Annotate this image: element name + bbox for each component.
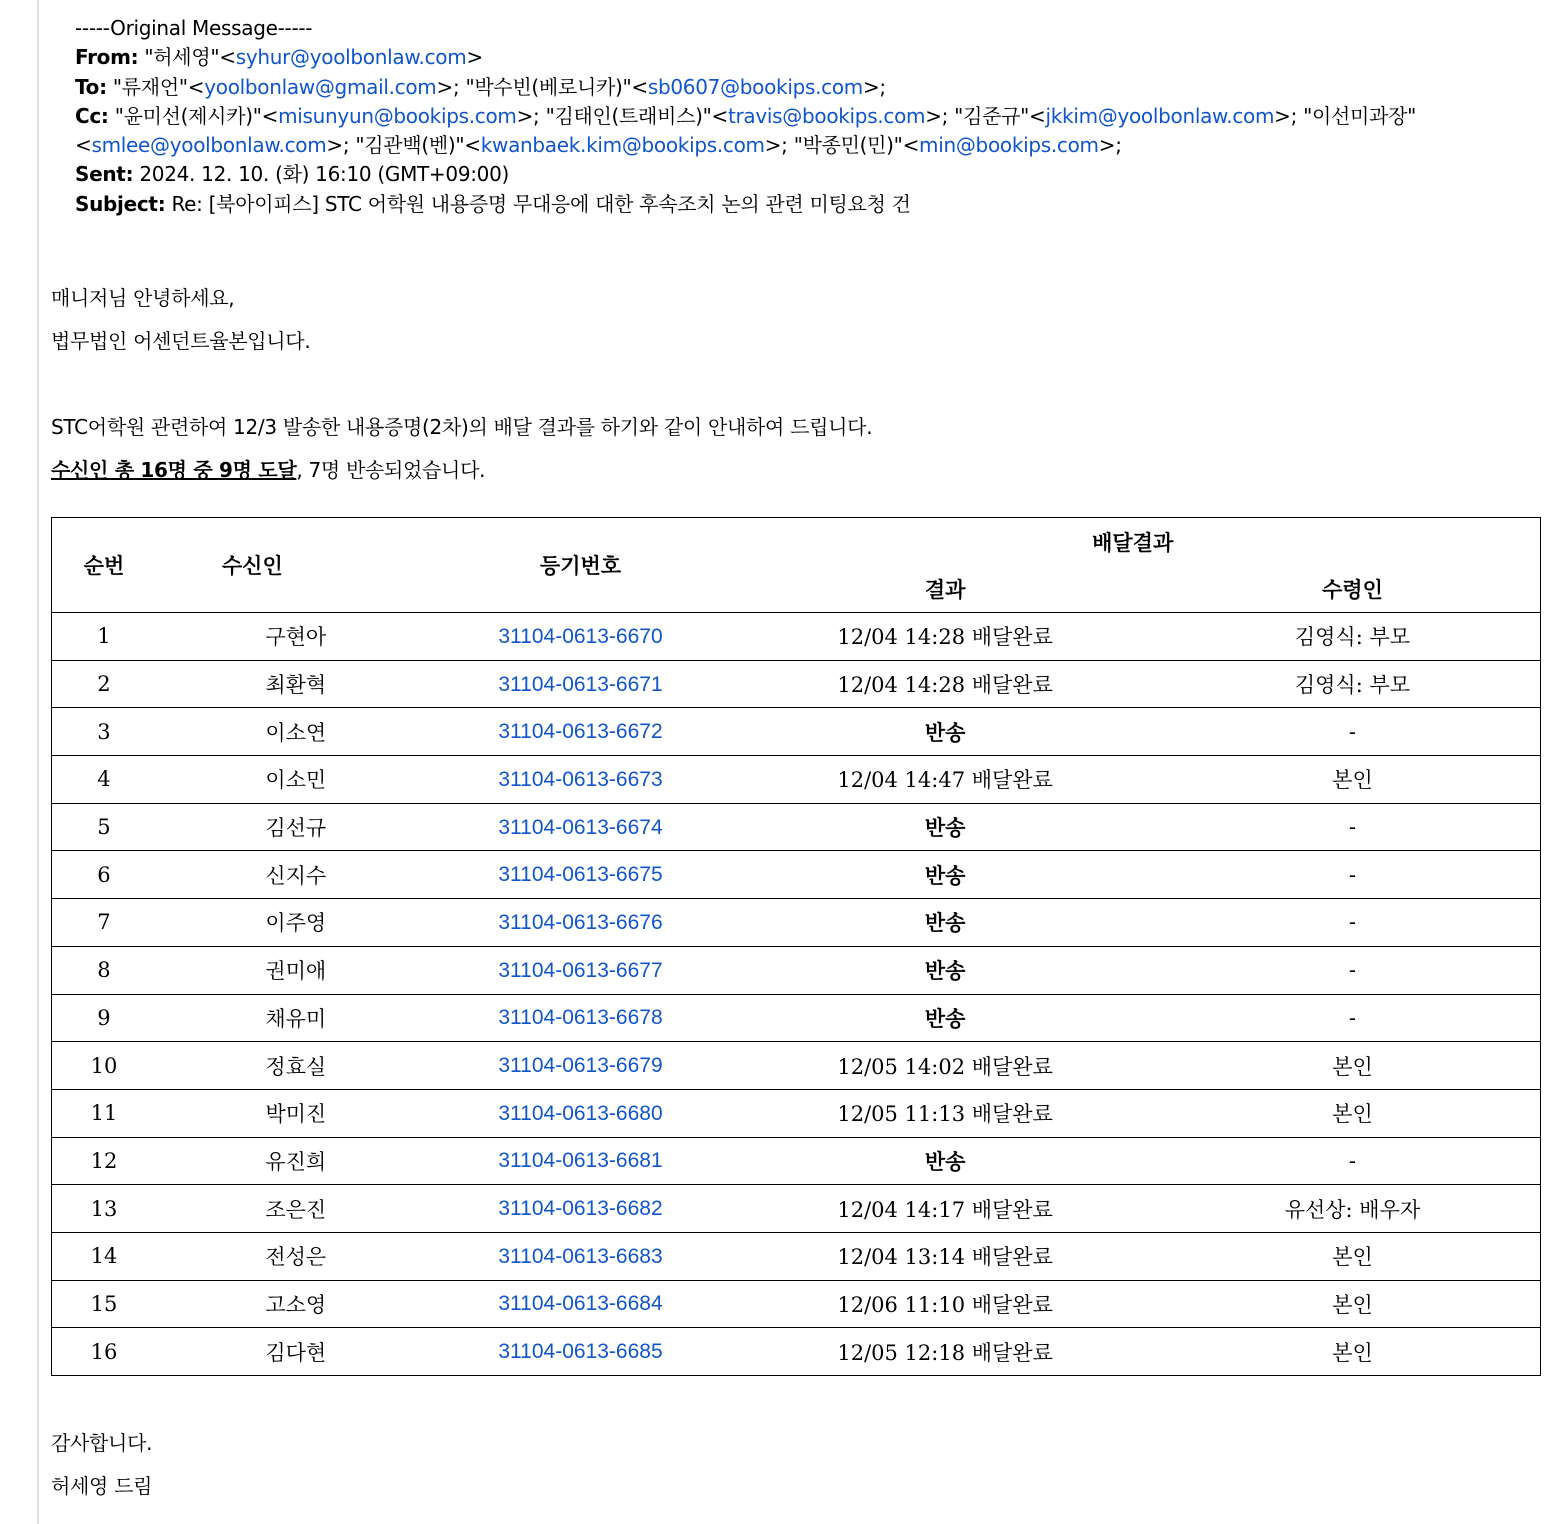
from-email-link[interactable]: syhur@yoolbonlaw.com [235,45,467,70]
delivery-results-table [51,517,1541,1376]
registered-number-link[interactable]: 31104-0613-6679 [498,1054,663,1078]
table-row [52,1185,1541,1233]
header-receiver: 수령인 [1322,578,1383,602]
table-row [52,1280,1541,1328]
row-recipient: 이주영 [265,911,327,936]
from-label: From: [75,45,139,70]
subject-value: Re: [북아이피스] STC 어학원 내용증명 무대응에 대한 후속조치 논의 관련 미팅요청 건 [171,191,911,216]
intro-text: 법무법인 어센던트율본입니다. [51,329,311,353]
row-num: 13 [90,1196,118,1221]
sent-label: Sent: [75,162,134,187]
cc-name: "박종민(민)"< [793,133,920,158]
row-receiver: - [1348,1148,1356,1173]
row-result: 12/06 11:10 배달완료 [837,1292,1053,1317]
registered-number-link[interactable]: 31104-0613-6685 [498,1340,663,1364]
registered-number-link[interactable]: 31104-0613-6678 [498,1006,663,1030]
row-recipient: 이소연 [265,720,327,745]
row-num: 7 [97,910,111,935]
row-result: 반송 [924,1149,966,1174]
row-num: 16 [90,1339,118,1364]
to-name: "박수빈(베로니카)"< [465,74,648,99]
row-registered-cell [436,1328,726,1376]
table-row [52,1232,1541,1280]
row-recipient: 이소민 [265,768,327,793]
registered-number-link[interactable]: 31104-0613-6674 [498,815,663,839]
to-recipients [113,75,886,99]
cc-line-continued [75,131,1545,160]
row-receiver: 본인 [1332,1292,1373,1317]
row-registered-cell [436,1185,726,1233]
row-result: 12/04 14:28 배달완료 [837,625,1053,650]
cc-email-link[interactable]: kwanbaek.kim@bookips.com [480,133,765,158]
row-receiver: 본인 [1332,1245,1373,1270]
from-name: "허세영"< [144,45,236,70]
row-receiver: - [1348,815,1356,840]
cc-label: Cc: [75,103,109,128]
row-receiver: 본인 [1332,1340,1373,1365]
cc-email-link[interactable]: misunyun@bookips.com [278,103,517,128]
row-recipient: 전성은 [265,1245,327,1270]
to-tail: >; [436,74,466,99]
table-body [52,613,1541,1376]
header-registered: 등기번호 [539,554,622,578]
row-recipient: 김선규 [265,816,327,841]
greeting-text: 매니저님 안녕하세요, [51,286,235,310]
row-receiver: 유선상: 배우자 [1284,1197,1421,1222]
summary-rest: , 7명 반송되었습니다. [296,458,486,482]
cc-name: "김준규"< [954,103,1046,128]
table-row [52,660,1541,708]
row-registered-cell [436,1280,726,1328]
row-num: 9 [97,1005,111,1030]
row-recipient: 고소영 [265,1292,327,1317]
row-receiver: 김영식: 부모 [1294,673,1411,698]
row-registered-cell [436,946,726,994]
row-num: 10 [90,1053,118,1078]
row-recipient: 박미진 [265,1102,327,1127]
to-line [75,73,1545,102]
registered-number-link[interactable]: 31104-0613-6673 [498,767,663,791]
row-result: 반송 [924,911,966,936]
row-num: 6 [97,862,111,887]
header-num: 순번 [83,554,125,578]
registered-number-link[interactable]: 31104-0613-6684 [498,1292,663,1316]
table-row [52,946,1541,994]
registered-number-link[interactable]: 31104-0613-6680 [498,1101,663,1125]
closing-text: 감사합니다. [51,1431,153,1455]
summary-text [51,454,485,483]
cc-tail: >; [516,103,546,128]
row-registered-cell [436,899,726,947]
row-registered-cell [436,1232,726,1280]
row-result: 반송 [924,720,966,745]
row-recipient: 김다현 [265,1340,327,1365]
row-registered-cell [436,613,726,661]
row-receiver: - [1348,1005,1356,1030]
row-result: 반송 [924,959,966,984]
quote-rule [37,0,39,1524]
row-result: 반송 [924,1006,966,1031]
cc-email-link[interactable]: travis@bookips.com [727,103,926,128]
row-recipient: 최환혁 [265,673,327,698]
row-receiver: 본인 [1332,1102,1373,1127]
row-receiver: 본인 [1332,1054,1373,1079]
row-num: 1 [97,624,111,649]
cc-email-link[interactable]: min@bookips.com [919,133,1099,158]
subject-line [75,190,1545,219]
to-label: To: [75,74,107,99]
row-result: 반송 [924,863,966,888]
registered-number-link[interactable]: 31104-0613-6681 [498,1149,663,1173]
row-num: 12 [90,1148,118,1173]
row-num: 5 [97,815,111,840]
row-registered-cell [436,1089,726,1137]
row-receiver: - [1348,958,1356,983]
registered-number-link[interactable]: 31104-0613-6670 [498,624,663,648]
row-recipient: 구현아 [265,625,327,650]
row-registered-cell [436,756,726,804]
original-message-header [75,14,1545,219]
row-num: 15 [90,1291,118,1316]
sent-value: 2024. 12. 10. (화) 16:10 (GMT+09:00) [139,162,510,187]
row-recipient: 조은진 [265,1197,327,1222]
row-result: 12/04 14:17 배달완료 [837,1197,1053,1222]
row-num: 2 [97,672,111,697]
to-email-link[interactable]: yoolbonlaw@gmail.com [204,74,437,99]
cc-name: "김관백(벤)"< [355,133,481,158]
to-name: "류재언"< [112,74,205,99]
row-result: 반송 [924,816,966,841]
row-recipient: 유진희 [265,1149,327,1174]
cc-tail: >; [326,133,356,158]
registered-number-link[interactable]: 31104-0613-6677 [498,958,663,982]
cc-tail: >; [1098,133,1122,158]
row-result: 12/04 14:28 배달완료 [837,673,1053,698]
cc-name: < [75,133,92,158]
cc-email-link[interactable]: smlee@yoolbonlaw.com [91,133,327,158]
registered-number-link[interactable]: 31104-0613-6683 [498,1244,663,1268]
row-receiver: - [1348,862,1356,887]
table-row [52,1042,1541,1090]
row-registered-cell [436,803,726,851]
table-row [52,1137,1541,1185]
row-receiver: - [1348,910,1356,935]
table-row [52,1089,1541,1137]
cc-tail: >; [764,133,794,158]
cc-name: "김태인(트래비스)"< [545,103,728,128]
row-num: 14 [90,1244,118,1269]
row-receiver: 김영식: 부모 [1294,625,1411,650]
subject-label: Subject: [75,191,166,216]
sent-line [75,160,1545,189]
row-receiver: - [1348,719,1356,744]
table-row [52,803,1541,851]
row-registered-cell [436,660,726,708]
table-row [52,899,1541,947]
cc-recipients [115,104,1416,128]
registered-number-link[interactable]: 31104-0613-6671 [498,672,663,696]
from-line [75,43,1545,72]
cc-email-link[interactable]: jkkim@yoolbonlaw.com [1045,103,1275,128]
table-row [52,613,1541,661]
to-tail: >; [862,74,886,99]
row-recipient: 신지수 [265,863,327,888]
row-recipient: 권미애 [265,959,327,984]
cc-line [75,102,1545,131]
row-registered-cell [436,1042,726,1090]
cc-tail: >; "이선미과장" [1274,103,1416,128]
row-result: 12/05 11:13 배달완료 [837,1102,1053,1127]
table-row [52,756,1541,804]
separator: -----Original Message----- [75,16,313,40]
header-recipient: 수신인 [221,554,283,578]
row-result: 12/05 14:02 배달완료 [837,1054,1053,1079]
signature-text: 허세영 드림 [51,1474,153,1498]
row-registered-cell [436,851,726,899]
cc-name: "윤미선(제시카)"< [114,103,279,128]
table-row [52,851,1541,899]
row-registered-cell [436,1137,726,1185]
header-delivery-group: 배달결과 [1092,531,1174,555]
row-registered-cell [436,708,726,756]
table-row [52,708,1541,756]
registered-number-link[interactable]: 31104-0613-6682 [498,1197,663,1221]
row-recipient: 채유미 [265,1006,327,1031]
row-receiver: 본인 [1332,768,1373,793]
registered-number-link[interactable]: 31104-0613-6672 [498,720,663,744]
row-num: 4 [97,767,111,792]
header-result: 결과 [924,578,966,602]
notice-text: STC어학원 관련하여 12/3 발송한 내용증명(2차)의 배달 결과를 하기와 같이 안내하여 드립니다. [51,415,873,439]
row-registered-cell [436,994,726,1042]
row-recipient: 정효실 [265,1054,327,1079]
row-num: 11 [90,1101,118,1126]
row-result: 12/04 14:47 배달완료 [837,768,1053,793]
row-result: 12/04 13:14 배달완료 [837,1245,1053,1270]
table-row [52,1328,1541,1376]
cc-tail: >; [925,103,955,128]
registered-number-link[interactable]: 31104-0613-6676 [498,910,663,934]
row-result: 12/05 12:18 배달완료 [837,1340,1053,1365]
row-num: 3 [97,719,111,744]
from-tail: > [466,45,483,70]
to-email-link[interactable]: sb0607@bookips.com [647,74,863,99]
table-row [52,994,1541,1042]
summary-bold: 수신인 총 16명 중 9명 도달 [51,458,297,482]
row-num: 8 [97,958,111,983]
registered-number-link[interactable]: 31104-0613-6675 [498,863,663,887]
